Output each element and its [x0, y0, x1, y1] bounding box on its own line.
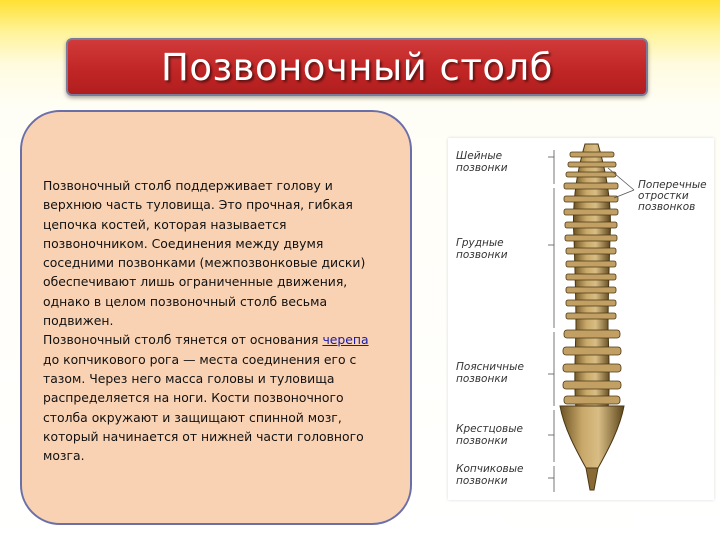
label-transverse-line-1: Поперечные [638, 179, 707, 191]
label-coccygeal-line-1: Копчиковые [456, 463, 524, 475]
slide-title: Позвоночный столб [161, 45, 553, 89]
description-text [43, 176, 383, 465]
label-transverse-line-3: позвонков [638, 201, 696, 213]
paragraph-2-end: до копчикового рога — места соединения его с тазом. Через него масса головы и туловища распределяется на ноги. Кости позвоночного столба окружают и защищают спинной мозг, который начинается от нижней части головного мозга. [43, 351, 364, 464]
label-lumbar-line-2: позвонки [456, 373, 508, 385]
label-coccygeal-line-2: позвонки [456, 475, 508, 487]
spine-illustration [448, 138, 714, 500]
paragraph-2-start: Позвоночный столб тянется от основания [43, 332, 323, 348]
label-sacral-line-2: позвонки [456, 435, 508, 447]
spine-figure [448, 138, 714, 500]
label-transverse-line-2: отростки [638, 190, 689, 202]
paragraph-1: Позвоночный столб поддерживает голову и верхнюю часть туловища. Это прочная, гибкая цепочка костей, которая называется позвоночником. Соединения между двумя соседними позвонками (межпозвонковые диски) обеспечивают лишь ограниченные движения, однако в целом позвоночный столб весьма подвижен. [43, 178, 366, 329]
label-cervical-line-2: позвонки [456, 162, 508, 174]
label-cervical-line-1: Шейные [456, 150, 503, 162]
slide-title-bar [66, 38, 648, 96]
label-lumbar-line-1: Поясничные [456, 361, 524, 373]
label-thoracic-line-1: Грудные [456, 237, 504, 249]
label-thoracic-line-2: позвонки [456, 249, 508, 261]
skull-link[interactable]: черепа [322, 332, 369, 348]
label-sacral-line-1: Крестцовые [456, 423, 523, 435]
